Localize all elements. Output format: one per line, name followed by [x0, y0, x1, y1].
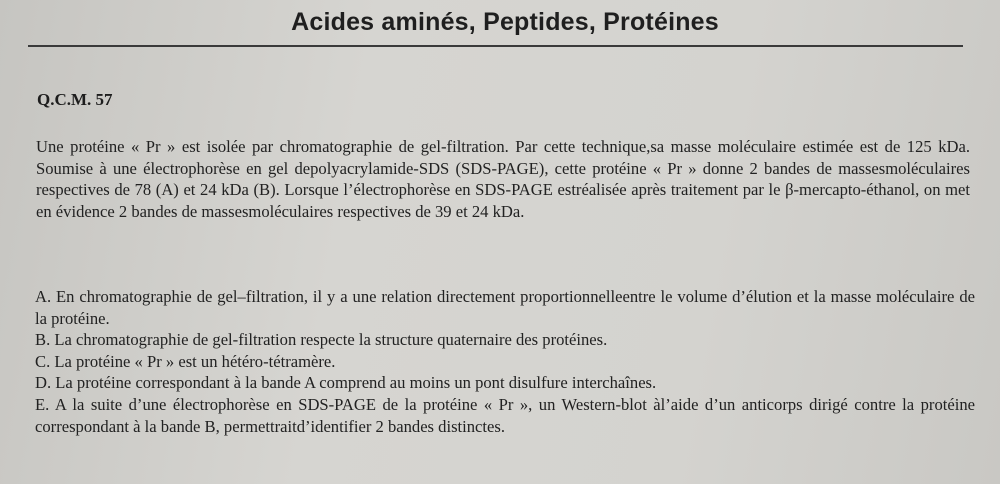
question-statement: Une protéine « Pr » est isolée par chromatographie de gel-filtration. Par cette technique,sa masse moléculaire estimée est de 125 kDa. Soumise à une électrophorèse en gel depolyacrylamide-SDS (SDS-PAGE), cette protéine « Pr » donne 2 bandes de massesmoléculaires respectives de 78 (A) et 24 kDa (B). Lorsque l’électrophorèse en SDS-PAGE estréalisée après traitement par le β-mercapto-éthanol, on met en évidence 2 bandes de massesmoléculaires respectives de 39 et 24 kDa. — [36, 137, 970, 221]
option-e: E. A la suite d’une électrophorèse en SDS-PAGE de la protéine « Pr », un Western-blot àl’aide d’un anticorps dirigé contre la protéine correspondant à la bande B, permettraitd’identifier 2 bandes distinctes. — [35, 394, 975, 436]
chapter-title: Acides aminés, Peptides, Protéines — [291, 8, 719, 36]
question-number: Q.C.M. 57 — [37, 90, 113, 109]
option-b: B. La chromatographie de gel-filtration respecte la structure quaternaire des protéines. — [35, 330, 608, 350]
title-underline — [28, 45, 963, 47]
option-a: A. En chromatographie de gel–filtration, il y a une relation directement proportionnelleentre le volume d’élution et la masse moléculaire de la protéine. — [35, 287, 975, 328]
option-c: C. La protéine « Pr » est un hétéro-tétramère. — [35, 351, 336, 371]
option-d: D. La protéine correspondant à la bande A comprend au moins un pont disulfure interchaînes. — [35, 373, 657, 393]
answer-options — [35, 286, 975, 437]
